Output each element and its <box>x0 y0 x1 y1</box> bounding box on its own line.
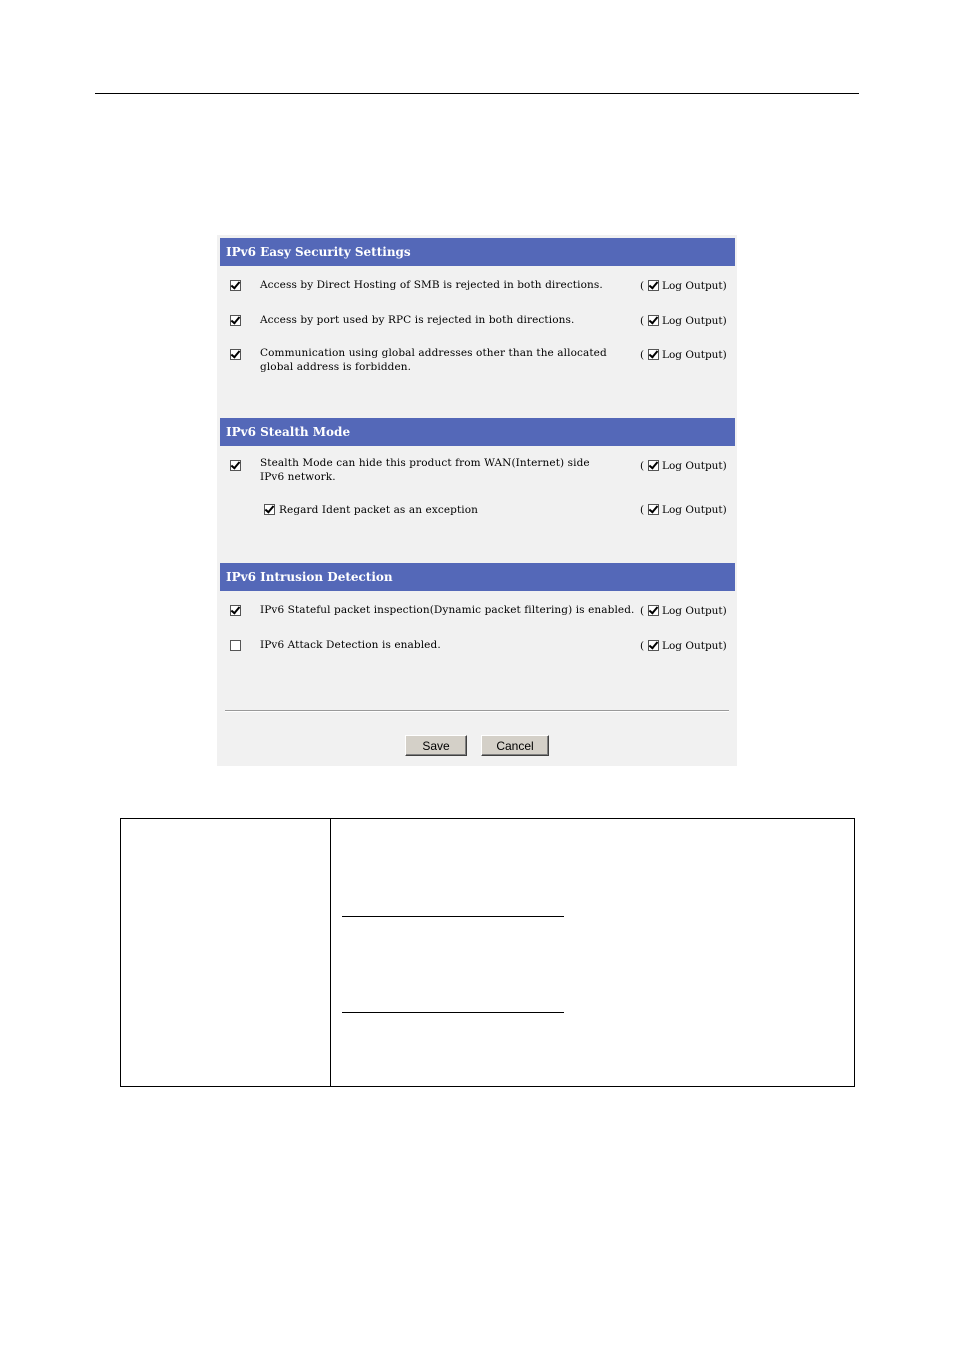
row-label: Access by Direct Hosting of SMB is rejected in both directions. <box>260 279 603 291</box>
log-output-toggle: ( Log Output) <box>640 349 727 361</box>
table-column-divider <box>330 819 331 1086</box>
log-output-toggle: ( Log Output) <box>640 605 727 617</box>
section-header-stealth-mode: IPv6 Stealth Mode <box>220 418 735 446</box>
row-label: IPv6 Stateful packet inspection(Dynamic packet filtering) is enabled. <box>260 604 635 616</box>
page-top-rule <box>95 93 859 94</box>
table-underline-1 <box>342 916 564 917</box>
row-label: Stealth Mode can hide this product from WAN(Internet) side IPv6 network. <box>260 457 590 483</box>
attack-detection-checkbox[interactable] <box>230 640 241 651</box>
log-output-checkbox[interactable] <box>648 315 659 326</box>
log-output-checkbox[interactable] <box>648 280 659 291</box>
stealth-mode-checkbox[interactable] <box>230 460 241 471</box>
log-output-checkbox[interactable] <box>648 605 659 616</box>
row-label: IPv6 Attack Detection is enabled. <box>260 639 441 651</box>
rpc-rejected-checkbox[interactable] <box>230 315 241 326</box>
row-label: Communication using global addresses other than the allocated global address is forbidden. <box>260 347 607 373</box>
log-output-checkbox[interactable] <box>648 349 659 360</box>
panel-divider <box>225 710 729 712</box>
ident-exception-checkbox[interactable] <box>264 504 275 515</box>
log-output-toggle: ( Log Output) <box>640 504 727 516</box>
log-output-checkbox[interactable] <box>648 504 659 515</box>
stateful-inspection-checkbox[interactable] <box>230 605 241 616</box>
section-header-easy-security: IPv6 Easy Security Settings <box>220 238 735 266</box>
log-output-checkbox[interactable] <box>648 640 659 651</box>
log-output-checkbox[interactable] <box>648 460 659 471</box>
log-output-toggle: ( Log Output) <box>640 640 727 652</box>
row-label: Regard Ident packet as an exception <box>279 504 479 516</box>
log-output-toggle: ( Log Output) <box>640 280 727 292</box>
save-button[interactable]: Save <box>405 735 467 756</box>
section-header-intrusion-detection: IPv6 Intrusion Detection <box>220 563 735 591</box>
ipv6-security-panel <box>217 235 737 766</box>
row-label: Access by port used by RPC is rejected in both directions. <box>260 314 575 326</box>
cancel-button[interactable]: Cancel <box>481 735 549 756</box>
log-output-toggle: ( Log Output) <box>640 315 727 327</box>
table-underline-2 <box>342 1012 564 1013</box>
global-address-forbidden-checkbox[interactable] <box>230 349 241 360</box>
description-table <box>120 818 855 1087</box>
log-output-toggle: ( Log Output) <box>640 460 727 472</box>
smb-rejected-checkbox[interactable] <box>230 280 241 291</box>
